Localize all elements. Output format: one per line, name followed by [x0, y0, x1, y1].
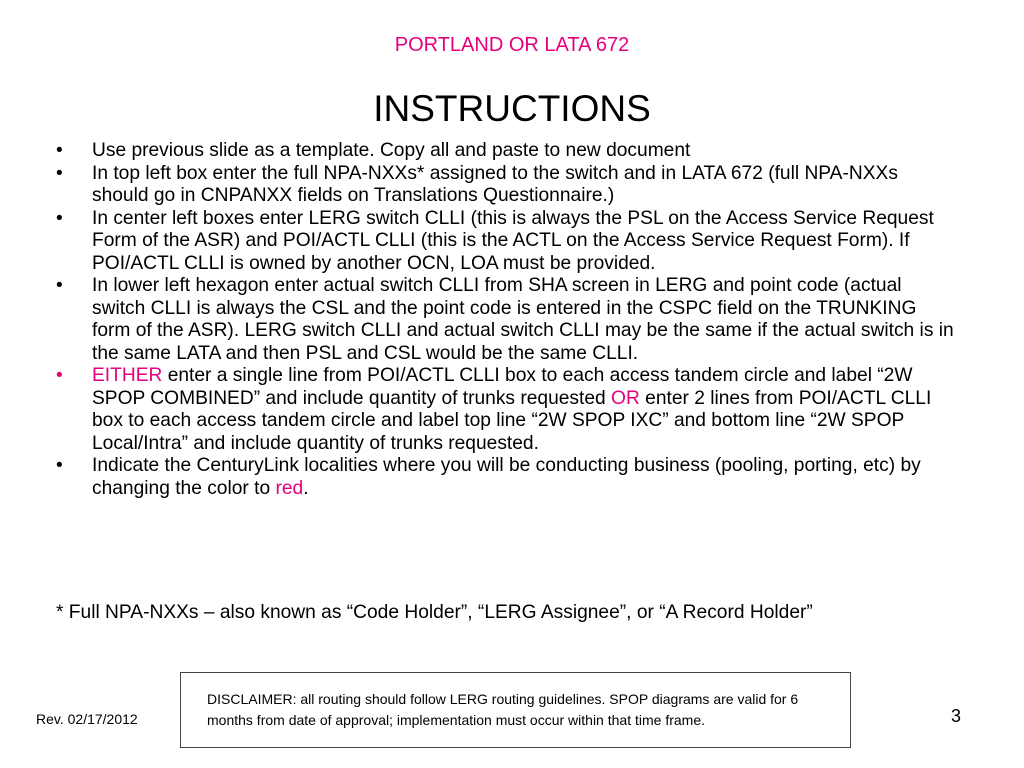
slide-title: INSTRUCTIONS [373, 88, 651, 129]
revision-date: Rev. 02/17/2012 [36, 711, 138, 727]
bullet-marker: • [56, 365, 63, 386]
instructions-list [56, 140, 956, 500]
emphasis-red: red [275, 477, 304, 499]
bullet-text: Use previous slide as a template. Copy all and paste to new document [92, 140, 691, 161]
disclaimer-box [180, 672, 851, 748]
bullet-item [56, 275, 956, 365]
bullet-text: Indicate the CenturyLink localities where you will be conducting business (pooling, porting, etc) by changing the color to [92, 455, 921, 499]
bullet-marker: • [56, 162, 63, 184]
bullet-marker: • [56, 275, 63, 296]
bullet-item-highlighted [56, 365, 956, 455]
bullet-marker: • [56, 455, 63, 476]
bullet-text: . [303, 477, 309, 499]
page-number: 3 [951, 706, 962, 726]
bullet-item [56, 208, 956, 276]
slide-header: PORTLAND OR LATA 672 [394, 34, 630, 56]
bullet-text: enter 2 lines from POI/ACTL CLLI box to each access tandem circle and label top line “2W SPOP IXC” and bottom line “2W SPOP Local/Intra” and include quantity of trunks requested. [92, 387, 932, 454]
disclaimer-text: DISCLAIMER: all routing should follow LERG routing guidelines. SPOP diagrams are valid for 6 months from date of approval; implementation must occur within that time frame. [207, 691, 799, 728]
bullet-item [56, 163, 956, 208]
footnote: * Full NPA-NXXs – also known as “Code Holder”, “LERG Assignee”, or “A Record Holder” [56, 602, 813, 623]
bullet-item [56, 455, 956, 500]
bullet-marker: • [56, 140, 63, 161]
bullet-text: In lower left hexagon enter actual switch CLLI from SHA screen in LERG and point code (actual switch CLLI is always the CSL and the point code is entered in the CSPC field on the TRUNKING form of the ASR). LERG switch CLLI and actual switch CLLI may be the same if the actual switch is in the same LATA and then PSL and CSL would be the same CLLI. [92, 275, 954, 364]
bullet-text: In center left boxes enter LERG switch CLLI (this is always the PSL on the Access Service Request Form of the ASR) and POI/ACTL CLLI (this is the ACTL on the Access Service Request Form). If POI/ACTL CLLI is owned by another OCN, LOA must be provided. [92, 207, 934, 274]
bullet-item [56, 140, 956, 163]
bullet-text: enter a single line from POI/ACTL CLLI box to each access tandem circle and label “2W SPOP COMBINED” and include quantity of trunks requested [92, 365, 913, 409]
bullet-marker: • [56, 207, 63, 229]
bullet-text: In top left box enter the full NPA-NXXs* assigned to the switch and in LATA 672 (full NPA-NXXs should go in CNPANXX fields on Translations Questionnaire.) [92, 162, 898, 206]
emphasis-or: OR [611, 387, 640, 409]
emphasis-either: EITHER [92, 365, 163, 386]
